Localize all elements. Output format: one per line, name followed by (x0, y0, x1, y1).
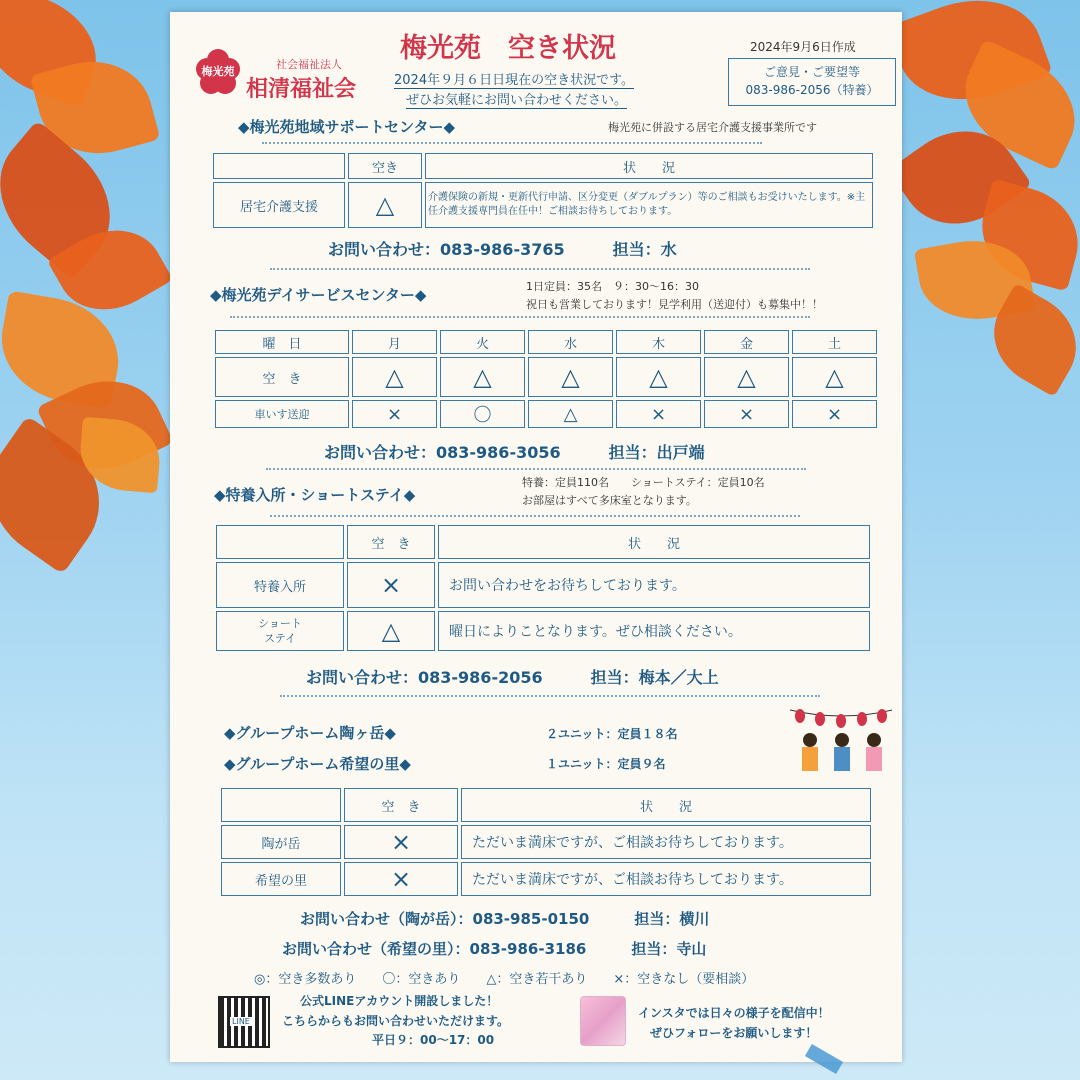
footer-line-1: 公式LINEアカウント開設しました！ (300, 994, 499, 1008)
lantern-children-icon (786, 700, 896, 776)
wheelchair-mark: × (704, 400, 789, 428)
vacancy-mark: △ (528, 357, 613, 397)
day-thu: 木 (616, 330, 701, 354)
vacancy-mark: △ (704, 357, 789, 397)
row-label: 特養入所 (216, 562, 344, 608)
day-sat: 土 (792, 330, 877, 354)
org-small: 社会福祉法人 (276, 58, 342, 71)
festival-illustration (786, 700, 896, 776)
col-status: 状 況 (461, 788, 871, 822)
footer-line-3: 平日９：00〜17：00 (372, 1033, 495, 1047)
col-vacancy: 空き (348, 153, 422, 179)
feedback-box (728, 58, 896, 106)
col-vacancy: 空 き (344, 788, 458, 822)
row-label: ショート ステイ (216, 611, 344, 651)
page-title: 梅光苑 空き状況 (400, 33, 616, 64)
col-vacancy: 空 き (347, 525, 435, 559)
wheelchair-row-label: 車いす送迎 (215, 400, 349, 428)
instagram-qr-code[interactable] (580, 996, 626, 1046)
nursing-home-title: ◆特養入所・ショートステイ◆ (214, 486, 416, 504)
subtitle-2: ぜひお気軽にお問い合わせください。 (406, 89, 627, 109)
day-service-note-1: 1日定員：35名 ９：30〜16：30 (526, 280, 699, 293)
support-center-note: 梅光苑に併設する居宅介護支援事業所です (608, 121, 817, 134)
vacancy-mark: △ (440, 357, 525, 397)
day-service-title: ◆梅光苑デイサービスセンター◆ (210, 286, 427, 304)
group-home-contact-1: お問い合わせ（陶が岳）：083-985-0150 担当：横川 (300, 910, 710, 928)
vacancy-mark: × (347, 562, 435, 608)
flyer-page (170, 12, 902, 1062)
group-home-contact-2: お問い合わせ（希望の里）：083-986-3186 担当：寺山 (282, 940, 707, 958)
row-label: 希望の里 (221, 862, 341, 896)
nursing-home-note-1: 特養：定員110名 ショートステイ：定員10名 (522, 476, 765, 489)
instagram-line-2: ぜひフォローをお願いします！ (650, 1026, 818, 1040)
vacancy-mark: △ (792, 357, 877, 397)
vacancy-mark: △ (347, 611, 435, 651)
wheelchair-mark: △ (528, 400, 613, 428)
nursing-home-contact: お問い合わせ：083-986-2056 担当：梅本／大上 (306, 668, 719, 687)
wheelchair-mark: 〇 (440, 400, 525, 428)
legend: ◎：空き多数あり 〇：空きあり △：空き若干あり ×：空きなし（要相談） (254, 972, 755, 987)
org-name: 相清福祉会 (246, 76, 357, 102)
day-service-table (212, 327, 880, 431)
vacancy-row-label: 空 き (215, 357, 349, 397)
col-status: 状 況 (438, 525, 870, 559)
wheelchair-mark: × (616, 400, 701, 428)
row-label: 居宅介護支援 (213, 182, 345, 228)
row-status: ただいま満床ですが、ご相談お待ちしております。 (461, 862, 871, 896)
vacancy-mark: × (344, 825, 458, 859)
nursing-home-note-2: お部屋はすべて多床室となります。 (522, 494, 697, 507)
vacancy-mark: △ (616, 357, 701, 397)
qr-line-label: LINE (232, 1017, 250, 1026)
subtitle-1: 2024年９月６日日現在の空き状況です。 (394, 69, 634, 89)
logo (194, 48, 242, 96)
vacancy-mark: × (344, 862, 458, 896)
support-center-title: ◆梅光苑地域サポートセンター◆ (238, 118, 456, 136)
vacancy-mark: △ (348, 182, 422, 228)
vacancy-mark: △ (352, 357, 437, 397)
day-service-note-2: 祝日も営業しております！見学利用（送迎付）も募集中！！ (526, 298, 823, 311)
row-status: お問い合わせをお待ちしております。 (438, 562, 870, 608)
wheelchair-mark: × (352, 400, 437, 428)
nursing-home-table (213, 522, 873, 654)
support-center-contact: お問い合わせ：083-986-3765 担当：水 (328, 240, 677, 259)
support-center-table (210, 150, 876, 231)
row-label: 陶が岳 (221, 825, 341, 859)
instagram-line-1: インスタでは日々の様子を配信中！ (638, 1006, 830, 1020)
wheelchair-mark: × (792, 400, 877, 428)
day-fri: 金 (704, 330, 789, 354)
feedback-label: ご意見・ご要望等 (763, 65, 860, 79)
day-tue: 火 (440, 330, 525, 354)
group-home-note-2: １ユニット：定員９名 (546, 757, 666, 771)
row-status: ただいま満床ですが、ご相談お待ちしております。 (461, 825, 871, 859)
group-home-title-1: ◆グループホーム陶ヶ岳◆ (224, 724, 396, 742)
footer-line-2: こちらからもお問い合わせいただけます。 (282, 1014, 510, 1028)
col-status: 状 況 (425, 153, 873, 179)
logo-text: 梅光苑 (201, 65, 235, 78)
day-wed: 水 (528, 330, 613, 354)
day-header-label: 曜 日 (215, 330, 349, 354)
row-status: 介護保険の新規・更新代行申請、区分変更（ダブルプラン）等のご相談もお受けいたします。※主任介護支援専門員在任中！ご相談お待ちしております。 (425, 182, 873, 228)
created-date: 2024年9月6日作成 (750, 40, 856, 54)
group-home-note-1: ２ユニット：定員１８名 (546, 727, 678, 741)
group-home-table (218, 785, 874, 899)
group-home-title-2: ◆グループホーム希望の里◆ (224, 755, 411, 773)
day-mon: 月 (352, 330, 437, 354)
feedback-phone: 083-986-2056（特養） (745, 83, 879, 97)
day-service-contact: お問い合わせ：083-986-3056 担当：出戸端 (324, 443, 705, 462)
row-status: 曜日によりことなります。ぜひ相談ください。 (438, 611, 870, 651)
